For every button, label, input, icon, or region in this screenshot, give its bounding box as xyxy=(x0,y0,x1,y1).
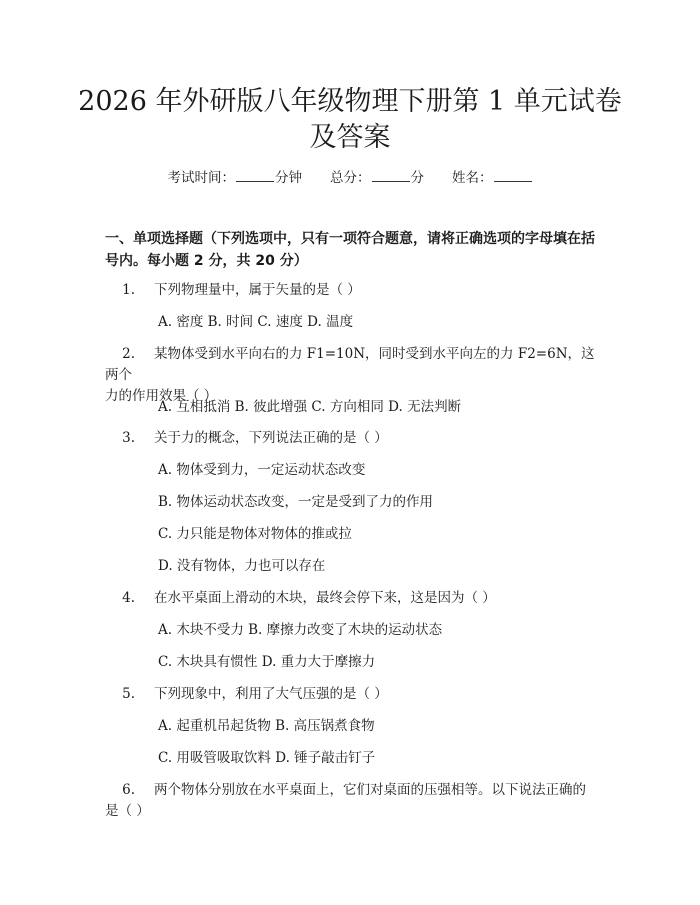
question-1 xyxy=(105,280,603,301)
question-2-options: A. 互相抵消 B. 彼此增强 C. 方向相同 D. 无法判断 xyxy=(158,399,462,415)
time-unit: 分钟 xyxy=(275,170,302,186)
question-text-line1: 某物体受到水平向右的力 F1=10N，同时受到水平向左的力 F2=6N，这两个 xyxy=(105,346,595,383)
question-text: 关于力的概念，下列说法正确的是（ ） xyxy=(154,430,388,446)
question-text: 下列物理量中，属于矢量的是（ ） xyxy=(154,282,361,298)
question-3-option-a: A. 物体受到力，一定运动状态改变 xyxy=(158,462,366,478)
exam-title-line1: 2026 年外研版八年级物理下册第 1 单元试卷 xyxy=(78,86,622,117)
question-1-options: A. 密度 B. 时间 C. 速度 D. 温度 xyxy=(158,314,354,330)
question-5 xyxy=(105,684,603,705)
section-heading xyxy=(105,228,605,272)
question-3-option-b: B. 物体运动状态改变，一定是受到了力的作用 xyxy=(158,494,434,510)
name-blank xyxy=(494,169,532,182)
score-unit: 分 xyxy=(410,170,424,186)
score-blank xyxy=(372,169,410,182)
question-number: 5. xyxy=(122,686,135,702)
time-label: 考试时间： xyxy=(167,170,235,186)
question-5-options-ab: A. 起重机吊起货物 B. 高压锅煮食物 xyxy=(158,718,375,734)
question-text: 在水平桌面上滑动的木块，最终会停下来，这是因为（ ） xyxy=(154,590,496,606)
score-label: 总分： xyxy=(330,170,371,186)
question-6 xyxy=(105,780,603,822)
question-4 xyxy=(105,588,603,609)
question-4-options-cd: C. 木块具有惯性 D. 重力大于摩擦力 xyxy=(158,654,376,670)
question-number: 6. xyxy=(122,782,135,798)
question-text-line1: 两个物体分别放在水平桌面上，它们对桌面的压强相等。以下说法正确的 xyxy=(154,782,586,798)
question-text: 下列现象中，利用了大气压强的是（ ） xyxy=(154,686,388,702)
time-blank xyxy=(236,169,274,182)
question-number: 4. xyxy=(122,590,135,606)
question-5-options-cd: C. 用吸管吸取饮料 D. 锤子敲击钉子 xyxy=(158,750,376,766)
question-3-option-c: C. 力只能是物体对物体的推或拉 xyxy=(158,526,352,542)
question-3 xyxy=(105,428,603,449)
question-3-option-d: D. 没有物体，力也可以存在 xyxy=(158,558,326,574)
section-heading-line2: 号内。每小题 2 分，共 20 分） xyxy=(105,253,308,269)
question-text-line2: 是（ ） xyxy=(105,803,150,819)
question-number: 3. xyxy=(122,430,135,446)
question-text-line2: 力的作用效果（ ） xyxy=(105,388,218,404)
exam-title-line2: 及答案 xyxy=(309,122,391,153)
question-number: 1. xyxy=(122,282,135,298)
name-label: 姓名： xyxy=(452,170,493,186)
section-heading-line1: 一、单项选择题（下列选项中，只有一项符合题意，请将正确选项的字母填在括 xyxy=(105,231,595,247)
question-4-options-ab: A. 木块不受力 B. 摩擦力改变了木块的运动状态 xyxy=(158,622,443,638)
question-number: 2. xyxy=(122,346,135,362)
exam-meta xyxy=(0,168,700,188)
